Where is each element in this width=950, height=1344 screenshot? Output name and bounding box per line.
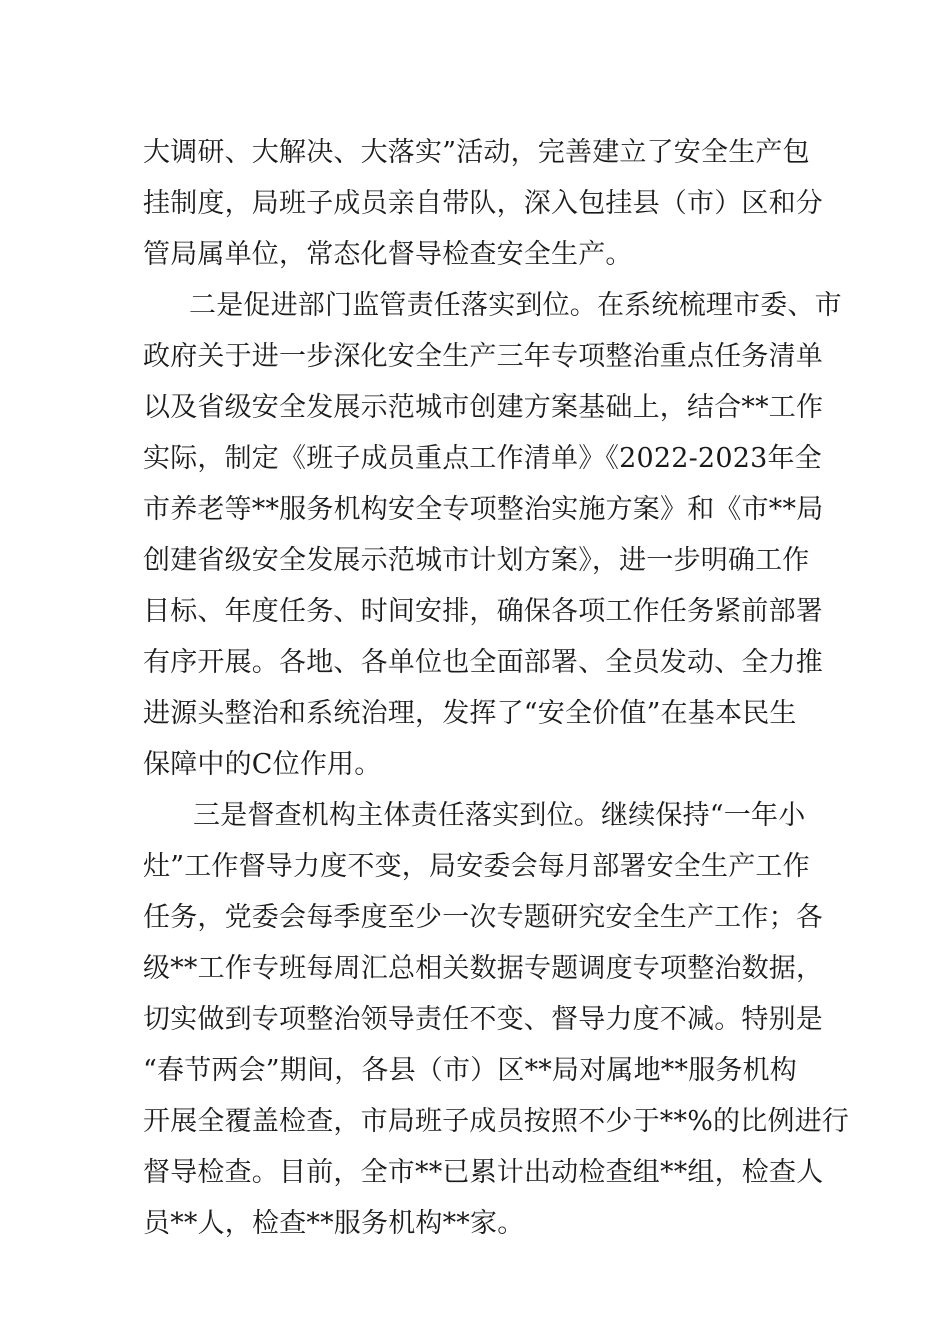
paragraph-3 <box>143 790 850 1249</box>
paragraph-line: 任务，党委会每季度至少一次专题研究安全生产工作；各 <box>143 902 823 933</box>
paragraph-line: 管局属单位，常态化督导检查安全生产。 <box>143 239 633 270</box>
paragraph-line: 挂制度，局班子成员亲自带队，深入包挂县（市）区和分 <box>143 188 823 219</box>
paragraph-line: 市养老等**服务机构安全专项整治实施方案》和《市**局 <box>143 494 824 525</box>
paragraph-line: 创建省级安全发展示范城市计划方案》，进一步明确工作 <box>143 545 810 576</box>
paragraph-line: “春节两会”期间，各县（市）区**局对属地**服务机构 <box>143 1055 798 1086</box>
paragraph-line: 二是促进部门监管责任落实到位。在系统梳理市委、市 <box>189 290 842 321</box>
paragraph-line: 有序开展。各地、各单位也全面部署、全员发动、全力推 <box>143 647 823 678</box>
paragraph-1 <box>143 127 823 280</box>
paragraph-line: 员**人，检查**服务机构**家。 <box>143 1208 525 1239</box>
paragraph-line: 政府关于进一步深化安全生产三年专项整治重点任务清单 <box>143 341 823 372</box>
document-body <box>143 127 850 1249</box>
paragraph-line: 以及省级安全发展示范城市创建方案基础上，结合**工作 <box>143 392 824 423</box>
paragraph-line: 级**工作专班每周汇总相关数据专题调度专项整治数据， <box>143 953 824 984</box>
paragraph-line: 三是督查机构主体责任落实到位。继续保持“一年小 <box>193 800 806 831</box>
paragraph-line: 灶”工作督导力度不变，局安委会每月部署安全生产工作 <box>143 851 810 882</box>
paragraph-line: 开展全覆盖检查，市局班子成员按照不少于**%的比例进行 <box>143 1106 850 1137</box>
paragraph-line: 大调研、大解决、大落实”活动，完善建立了安全生产包 <box>143 137 810 168</box>
paragraph-2 <box>143 280 842 790</box>
paragraph-line: 进源头整治和系统治理，发挥了“安全价值”在基本民生 <box>143 698 797 729</box>
paragraph-line: 督导检查。目前，全市**已累计出动检查组**组，检查人 <box>143 1157 824 1188</box>
paragraph-line: 保障中的C位作用。 <box>143 749 382 780</box>
paragraph-line: 切实做到专项整治领导责任不变、督导力度不减。特别是 <box>143 1004 823 1035</box>
paragraph-line: 目标、年度任务、时间安排，确保各项工作任务紧前部署 <box>143 596 823 627</box>
paragraph-line: 实际，制定《班子成员重点工作清单》《2022-2023年全 <box>143 443 822 474</box>
